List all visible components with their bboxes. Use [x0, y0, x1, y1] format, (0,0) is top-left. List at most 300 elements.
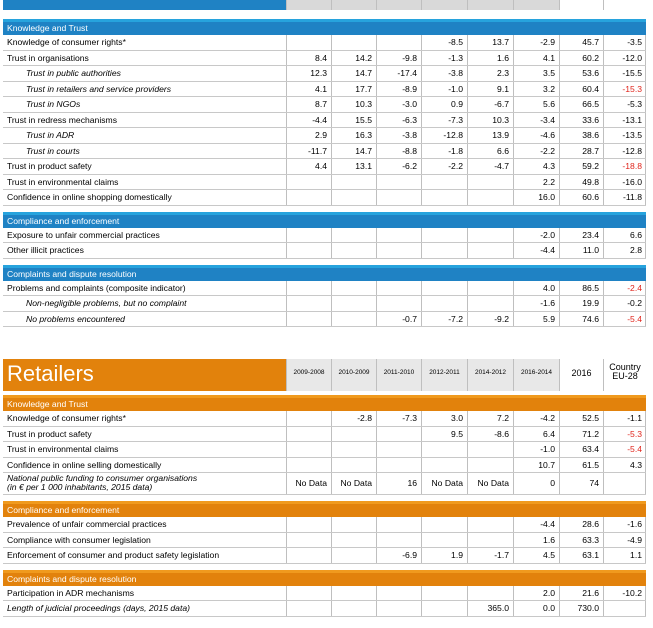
value-cell: 730.0	[577, 603, 599, 613]
value-cell: 61.5	[582, 459, 599, 470]
grid-line	[286, 586, 287, 601]
grid-line	[376, 458, 377, 473]
value-cell: 0.9	[451, 99, 463, 109]
section-header: Knowledge and Trust	[3, 22, 646, 35]
consumers-title-band	[3, 0, 286, 10]
grid-line	[603, 601, 604, 616]
value-cell: 0	[550, 478, 555, 488]
row-label: Trust in courts	[26, 145, 80, 156]
grid-line	[645, 159, 646, 174]
grid-line	[645, 296, 646, 311]
value-cell: -6.3	[402, 114, 417, 125]
value-cell: -6.9	[402, 550, 417, 560]
value-cell: 3.5	[543, 68, 555, 78]
value-cell: 53.6	[582, 68, 599, 78]
grid-line	[286, 411, 287, 426]
value-cell: -1.3	[448, 52, 463, 63]
grid-line	[286, 35, 287, 50]
grid-line	[421, 442, 422, 457]
grid-line	[467, 228, 468, 243]
table-row	[3, 517, 646, 533]
grid-line	[645, 427, 646, 442]
row-label: Confidence in online shopping domestically	[7, 192, 172, 202]
row-label: Trust in NGOs	[26, 99, 81, 109]
grid-line	[421, 517, 422, 532]
grid-line	[286, 601, 287, 616]
grid-line	[603, 473, 604, 494]
grid-line	[376, 228, 377, 243]
value-cell: -7.3	[448, 114, 463, 125]
table-row	[3, 97, 646, 113]
grid-line	[421, 243, 422, 258]
value-cell: -15.3	[622, 83, 642, 94]
grid-line	[467, 243, 468, 258]
section-header: Knowledge and Trust	[3, 398, 646, 411]
grid-line	[331, 175, 332, 190]
table-row	[3, 296, 646, 312]
value-cell: -2.4	[627, 282, 642, 293]
row-label: Problems and complaints (composite indicator)	[7, 282, 186, 293]
row-label: Prevalence of unfair commercial practices	[7, 519, 167, 529]
value-cell: 4.3	[630, 459, 642, 470]
table-row	[3, 66, 646, 82]
grid-line	[286, 533, 287, 548]
grid-line	[376, 533, 377, 548]
grid-line	[331, 458, 332, 473]
value-cell: -3.5	[627, 37, 642, 47]
value-cell: -1.7	[494, 550, 509, 560]
value-cell: 21.6	[582, 587, 599, 598]
column-header: 2012-2011	[421, 359, 467, 391]
column-header	[603, 0, 646, 10]
grid-line	[376, 175, 377, 190]
grid-line	[421, 296, 422, 311]
grid-line	[376, 442, 377, 457]
value-cell: 15.5	[355, 114, 372, 125]
value-cell: 60.2	[582, 52, 599, 63]
value-cell: -8.8	[402, 145, 417, 156]
value-cell: -5.3	[627, 99, 642, 109]
value-cell: 8.7	[315, 99, 327, 109]
grid-line	[645, 458, 646, 473]
value-cell: -9.8	[402, 52, 417, 63]
grid-line	[645, 243, 646, 258]
table-row	[3, 228, 646, 244]
row-label-line1: National public funding to consumer organisations	[7, 473, 198, 483]
row-label: Trust in redress mechanisms	[7, 114, 117, 125]
grid-line	[331, 243, 332, 258]
column-header	[286, 0, 331, 10]
table-row	[3, 442, 646, 458]
grid-line	[376, 517, 377, 532]
value-cell: -4.6	[540, 130, 555, 140]
grid-line	[645, 586, 646, 601]
value-cell: 3.0	[451, 413, 463, 423]
value-cell: -17.4	[397, 68, 417, 78]
value-cell: 1.9	[451, 550, 463, 560]
value-cell: 2.2	[543, 176, 555, 187]
value-cell: 13.9	[492, 130, 509, 140]
column-header	[331, 0, 376, 10]
value-cell: 14.2	[355, 52, 372, 63]
grid-line	[421, 281, 422, 296]
column-header: 2016	[559, 359, 603, 391]
value-cell: No Data	[477, 478, 509, 488]
value-cell: -12.8	[443, 130, 463, 140]
value-cell: 2.3	[497, 68, 509, 78]
value-cell: -0.7	[402, 313, 417, 324]
grid-line	[645, 144, 646, 159]
grid-line	[645, 82, 646, 97]
row-label: Trust in environmental claims	[7, 444, 119, 454]
row-label: No problems encountered	[26, 313, 125, 324]
column-header: Country EU-28	[603, 359, 646, 391]
value-cell: -1.6	[627, 519, 642, 529]
section-header: Compliance and enforcement	[3, 215, 646, 228]
value-cell: 19.9	[582, 298, 599, 308]
value-cell: 4.0	[543, 282, 555, 293]
grid-line	[286, 548, 287, 563]
grid-line	[376, 601, 377, 616]
value-cell: -4.9	[627, 534, 642, 545]
grid-line	[331, 442, 332, 457]
grid-line	[331, 601, 332, 616]
value-cell: -13.5	[622, 130, 642, 140]
grid-line	[645, 442, 646, 457]
table-row	[3, 601, 646, 617]
value-cell: 66.5	[582, 99, 599, 109]
value-cell: -7.2	[448, 313, 463, 324]
grid-line	[645, 128, 646, 143]
grid-line	[421, 458, 422, 473]
table-row	[3, 82, 646, 98]
value-cell: -11.8	[623, 192, 642, 202]
grid-line	[645, 411, 646, 426]
value-cell: No Data	[431, 478, 463, 488]
grid-line	[331, 427, 332, 442]
table-row	[3, 548, 646, 564]
value-cell: 4.5	[543, 550, 555, 560]
value-cell: 2.0	[543, 587, 555, 598]
grid-line	[467, 175, 468, 190]
value-cell: 63.1	[582, 550, 599, 560]
grid-line	[331, 517, 332, 532]
consumers-header	[3, 0, 646, 14]
grid-line	[467, 517, 468, 532]
grid-line	[645, 35, 646, 50]
value-cell: 4.1	[543, 52, 555, 63]
value-cell: -8.6	[494, 428, 509, 439]
table-row	[3, 473, 646, 495]
grid-line	[421, 228, 422, 243]
row-label: Trust in organisations	[7, 52, 89, 63]
grid-line	[376, 35, 377, 50]
grid-line	[645, 113, 646, 128]
value-cell: 10.3	[355, 99, 372, 109]
row-label: Participation in ADR mechanisms	[7, 587, 135, 598]
table-row	[3, 427, 646, 443]
value-cell: 4.1	[315, 83, 327, 94]
value-cell: 59.2	[582, 161, 599, 171]
row-label: Non-negligible problems, but no complaint	[26, 298, 187, 308]
grid-line	[645, 190, 646, 205]
table-row	[3, 281, 646, 297]
value-cell: -2.2	[448, 161, 463, 171]
value-cell: -16.0	[622, 176, 642, 187]
value-cell: -1.0	[448, 83, 463, 94]
value-cell: -4.7	[494, 161, 509, 171]
value-cell: -0.2	[627, 298, 642, 308]
value-cell: -10.2	[622, 587, 642, 598]
value-cell: 6.6	[497, 145, 509, 156]
value-cell: 10.7	[538, 459, 555, 470]
grid-line	[645, 175, 646, 190]
grid-line	[286, 442, 287, 457]
grid-line	[645, 601, 646, 616]
retailers-title-band	[3, 359, 286, 391]
value-cell: -9.2	[494, 313, 509, 324]
grid-line	[286, 228, 287, 243]
value-cell: -4.4	[540, 519, 555, 529]
grid-line	[331, 35, 332, 50]
value-cell: No Data	[295, 478, 327, 488]
grid-line	[376, 427, 377, 442]
value-cell: 71.2	[582, 428, 599, 439]
column-header: 2010-2009	[331, 359, 376, 391]
value-cell: 45.7	[582, 37, 599, 47]
value-cell: -8.5	[448, 37, 463, 47]
value-cell: 28.6	[582, 519, 599, 529]
value-cell: -2.9	[540, 37, 555, 47]
grid-line	[331, 281, 332, 296]
value-cell: 8.4	[315, 52, 327, 63]
grid-line	[376, 243, 377, 258]
value-cell: 7.2	[497, 413, 509, 423]
value-cell: -5.4	[627, 313, 642, 324]
row-label: Enforcement of consumer and product safety legislation	[7, 550, 220, 560]
value-cell: -12.0	[622, 52, 642, 63]
grid-line	[645, 312, 646, 327]
value-cell: -1.0	[540, 444, 555, 454]
grid-line	[467, 190, 468, 205]
grid-line	[645, 517, 646, 532]
panel-title: Retailers	[7, 361, 94, 386]
row-label: Trust in ADR	[26, 130, 75, 140]
value-cell: 9.5	[451, 428, 463, 439]
value-cell: 49.8	[582, 176, 599, 187]
row-label: Trust in public authorities	[26, 68, 121, 78]
value-cell: 33.6	[582, 114, 599, 125]
grid-line	[467, 296, 468, 311]
grid-line	[421, 533, 422, 548]
value-cell: 13.1	[355, 161, 372, 171]
row-label: Length of judicial proceedings (days, 2015 data)	[7, 603, 190, 613]
value-cell: -6.7	[494, 99, 509, 109]
grid-line	[645, 66, 646, 81]
table-row	[3, 175, 646, 191]
grid-line	[645, 51, 646, 66]
section-header: Compliance and enforcement	[3, 504, 646, 517]
value-cell: 63.3	[582, 534, 599, 545]
grid-line	[376, 281, 377, 296]
value-cell: 2.9	[315, 130, 327, 140]
row-label: Trust in retailers and service providers	[26, 83, 172, 94]
value-cell: 74.6	[582, 313, 599, 324]
table-row	[3, 243, 646, 259]
table-row	[3, 113, 646, 129]
value-cell: -1.8	[448, 145, 463, 156]
table-row	[3, 586, 646, 602]
table-row	[3, 411, 646, 427]
grid-line	[645, 548, 646, 563]
value-cell: -6.2	[402, 161, 417, 171]
table-row	[3, 312, 646, 328]
grid-line	[467, 442, 468, 457]
value-cell: 9.1	[497, 83, 509, 94]
column-header: 2009-2008	[286, 359, 331, 391]
value-cell: No Data	[340, 478, 372, 488]
value-cell: 4.3	[543, 161, 555, 171]
row-label: Trust in product safety	[7, 428, 92, 439]
grid-line	[286, 312, 287, 327]
value-cell: -3.4	[540, 114, 555, 125]
value-cell: 1.1	[630, 550, 642, 560]
value-cell: 60.4	[582, 83, 599, 94]
value-cell: 6.4	[543, 428, 555, 439]
value-cell: 11.0	[582, 245, 599, 255]
grid-line	[645, 281, 646, 296]
row-label: Trust in product safety	[7, 161, 92, 171]
value-cell: -5.4	[627, 444, 642, 454]
value-cell: -4.4	[312, 114, 327, 125]
value-cell: 28.7	[582, 145, 599, 156]
table-row	[3, 51, 646, 67]
value-cell: -1.6	[540, 298, 555, 308]
value-cell: 1.6	[497, 52, 509, 63]
value-cell: 5.9	[543, 313, 555, 324]
value-cell: -1.1	[627, 413, 642, 423]
grid-line	[421, 586, 422, 601]
value-cell: 14.7	[355, 145, 372, 156]
table-row	[3, 159, 646, 175]
table-row	[3, 190, 646, 206]
row-label: Knowledge of consumer rights*	[7, 37, 126, 47]
column-header	[467, 0, 513, 10]
row-label-line2: (in € per 1 000 inhabitants, 2015 data)	[7, 482, 153, 492]
value-cell: -2.8	[357, 413, 372, 423]
value-cell: 12.3	[310, 68, 327, 78]
value-cell: -4.2	[540, 413, 555, 423]
grid-line	[331, 296, 332, 311]
grid-line	[467, 458, 468, 473]
value-cell: -5.3	[627, 428, 642, 439]
value-cell: 17.7	[355, 83, 372, 94]
grid-line	[331, 190, 332, 205]
retailers-header	[3, 359, 646, 395]
grid-line	[286, 296, 287, 311]
value-cell: 23.4	[582, 229, 599, 240]
grid-line	[331, 312, 332, 327]
value-cell: -3.0	[402, 99, 417, 109]
value-cell: 14.7	[355, 68, 372, 78]
grid-line	[421, 190, 422, 205]
value-cell: 0.0	[543, 603, 555, 613]
column-header	[421, 0, 467, 10]
grid-line	[645, 97, 646, 112]
table-row	[3, 144, 646, 160]
value-cell: -3.8	[448, 68, 463, 78]
grid-line	[421, 601, 422, 616]
grid-line	[286, 517, 287, 532]
section-header: Complaints and dispute resolution	[3, 573, 646, 586]
value-cell: -18.8	[622, 161, 642, 171]
value-cell: 16.0	[538, 192, 555, 202]
value-cell: 52.5	[582, 413, 599, 423]
grid-line	[645, 228, 646, 243]
value-cell: -4.4	[540, 245, 555, 255]
value-cell: -8.9	[402, 83, 417, 94]
grid-line	[376, 296, 377, 311]
grid-line	[376, 586, 377, 601]
row-label: Knowledge of consumer rights*	[7, 413, 126, 423]
grid-line	[645, 533, 646, 548]
grid-line	[286, 243, 287, 258]
value-cell: 38.6	[582, 130, 599, 140]
grid-line	[331, 548, 332, 563]
value-cell: -7.3	[402, 413, 417, 423]
grid-line	[467, 586, 468, 601]
value-cell: -13.1	[622, 114, 642, 125]
row-label: Compliance with consumer legislation	[7, 534, 151, 545]
value-cell: 74	[589, 478, 599, 488]
value-cell: 63.4	[582, 444, 599, 454]
value-cell: -3.8	[402, 130, 417, 140]
value-cell: -11.7	[308, 145, 327, 156]
value-cell: 13.7	[492, 37, 509, 47]
section-header: Complaints and dispute resolution	[3, 268, 646, 281]
value-cell: -2.0	[540, 229, 555, 240]
column-header: 2011-2010	[376, 359, 421, 391]
value-cell: 6.6	[630, 229, 642, 240]
grid-line	[286, 281, 287, 296]
row-label: Other illicit practices	[7, 245, 84, 255]
value-cell: -2.2	[540, 145, 555, 156]
grid-line	[331, 228, 332, 243]
table-row	[3, 128, 646, 144]
table-row	[3, 533, 646, 549]
value-cell: -15.5	[622, 68, 642, 78]
value-cell: 10.3	[492, 114, 509, 125]
row-label: Confidence in online selling domestically	[7, 459, 162, 470]
value-cell: 5.6	[543, 99, 555, 109]
table-row	[3, 35, 646, 51]
column-header	[559, 0, 603, 10]
grid-line	[331, 533, 332, 548]
row-label: Trust in environmental claims	[7, 176, 119, 187]
grid-line	[376, 190, 377, 205]
column-header: 2014-2012	[467, 359, 513, 391]
table-row	[3, 458, 646, 474]
value-cell: 365.0	[487, 603, 509, 613]
value-cell: 16.3	[355, 130, 372, 140]
value-cell: -12.8	[622, 145, 642, 156]
column-header	[513, 0, 559, 10]
grid-line	[331, 586, 332, 601]
grid-line	[467, 533, 468, 548]
grid-line	[421, 175, 422, 190]
row-label: Exposure to unfair commercial practices	[7, 229, 160, 240]
value-cell: 86.5	[582, 282, 599, 293]
